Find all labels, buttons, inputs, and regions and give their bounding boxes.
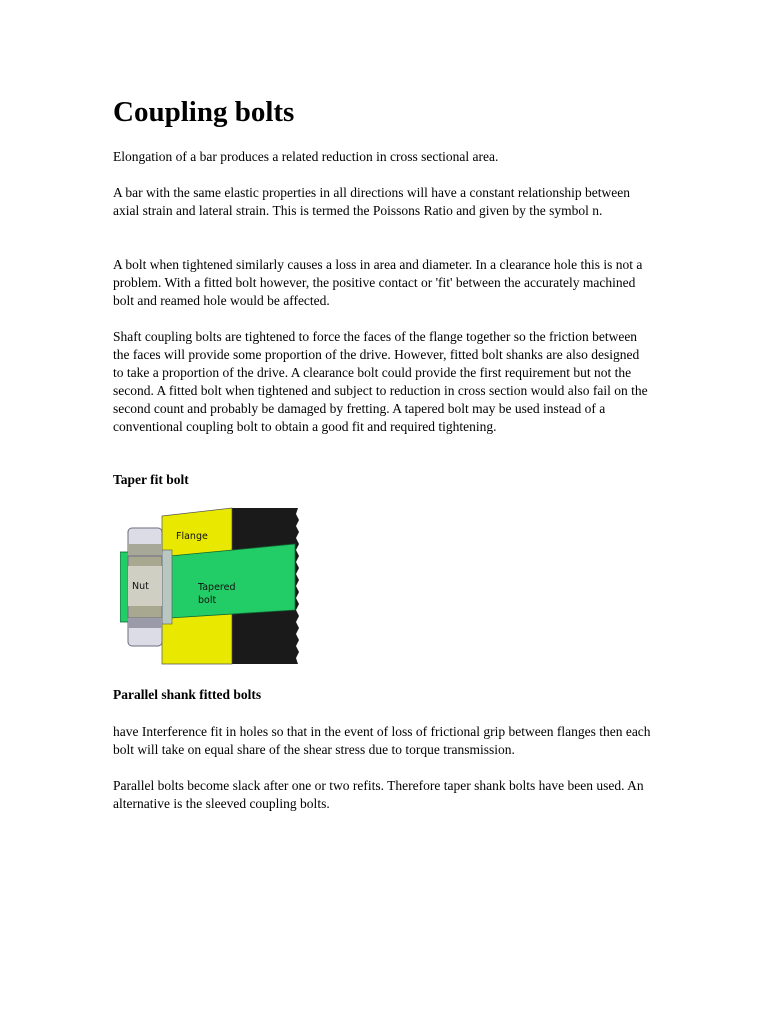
nut-label: Nut (132, 581, 149, 592)
paragraph-bolt-tightened: A bolt when tightened similarly causes a loss in area and diameter. In a clearance hole this is not a problem. With a fitted bolt however, the positive contact or 'fit' between the accurately machined bolt and reamed hole would be affected. (113, 257, 643, 308)
paragraph-shaft-coupling: Shaft coupling bolts are tightened to force the faces of the flange together so the friction between the faces will provide some proportion of the drive. However, fitted bolt shanks are also designed to take a proportion of the drive. A clearance bolt could provide the first requirement but not the second. A fitted bolt when tightened and subject to reduction in cross section would also fail on the second count and probably be damaged by fretting. A tapered bolt may be used instead of a conventional coupling bolt to obtain a good fit and required tightening. (113, 329, 648, 434)
flange-label: Flange (176, 531, 208, 542)
paragraph-poissons-ratio: A bar with the same elastic properties in all directions will have a constant relationship between axial strain and lateral strain. This is termed the Poissons Ratio and given by the symbol n. (113, 185, 630, 218)
page-title: Coupling bolts (113, 96, 295, 128)
nut-top-shade (128, 544, 162, 556)
taper-fit-bolt-diagram (120, 506, 300, 666)
paragraph-parallel-bolts-slack: Parallel bolts become slack after one or two refits. Therefore taper shank bolts have been used. An alternative is the sleeved coupling bolts. (113, 778, 644, 811)
parallel-shank-heading: Parallel shank fitted bolts (113, 687, 262, 702)
taper-fit-bolt-heading: Taper fit bolt (113, 472, 189, 487)
paragraph-elongation: Elongation of a bar produces a related reduction in cross sectional area. (113, 149, 499, 164)
tapered-bolt-label-line1: Tapered (198, 582, 236, 593)
washer (162, 550, 172, 624)
nut-bottom-shade (128, 618, 162, 628)
tapered-bolt-label-line2: bolt (198, 595, 217, 606)
tapered-bolt-shank (170, 544, 295, 618)
paragraph-interference-fit: have Interference fit in holes so that in the event of loss of frictional grip between flanges then each bolt will take on equal share of the shear stress due to torque transmission. (113, 724, 651, 757)
